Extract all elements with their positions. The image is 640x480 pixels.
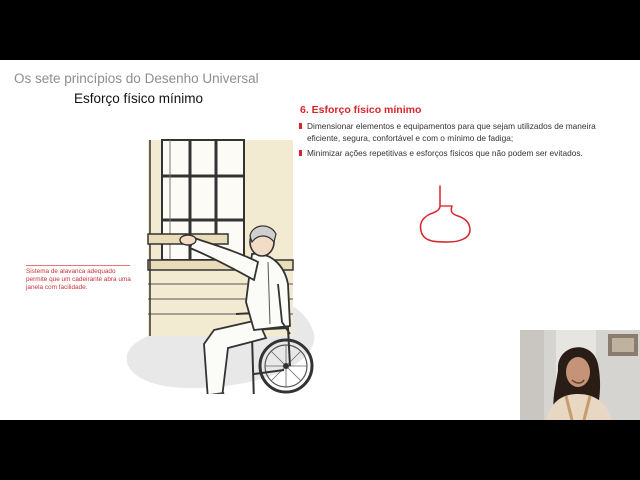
bullet-text: Dimensionar elementos e equipamentos para que sejam utilizados de maneira eficiente, segura, confortável e com o mínimo de fadiga; [307, 121, 596, 144]
bullet-marker-icon [299, 150, 302, 156]
slide-main-title: Os sete princípios do Desenho Universal [14, 71, 259, 86]
slide-subtitle: Esforço físico mínimo [74, 91, 204, 106]
principle-bullet-2 [299, 147, 599, 159]
presenter-webcam-overlay [520, 330, 640, 420]
bullet-text: Minimizar ações repetitivas e esforços físicos que não podem ser evitados. [307, 148, 583, 158]
presentation-slide [0, 60, 640, 420]
hand-drawn-annotation [414, 184, 484, 254]
principle-title: 6. Esforço físico mínimo [300, 104, 422, 116]
wheelchair-user-window-illustration [118, 134, 318, 394]
principle-bullet-1 [299, 120, 599, 145]
bullet-marker-icon [299, 123, 302, 129]
illustration-caption: Sistema de alavanca adequado permite que um cadeirante abra uma janela com facilidade. [26, 268, 131, 292]
caption-divider [26, 265, 130, 266]
presenter-video-frame [520, 330, 640, 420]
